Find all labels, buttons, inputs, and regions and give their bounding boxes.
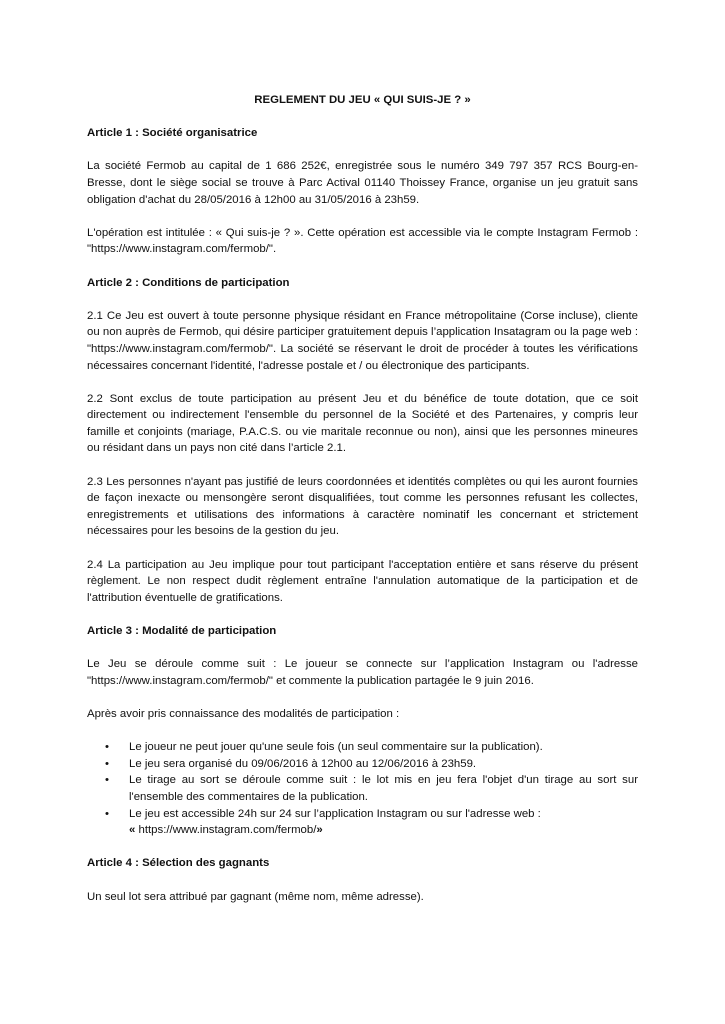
- article-2-3: 2.3 Les personnes n'ayant pas justifié de leurs coordonnées et identités complètes ou qui les auront fournies de façon inexacte ou mensongère seront disqualifiées, tout comme les personnes refusant les collectes, enregistrements et utilisations des informations à caractère nominatif les concernant et strictement nécessaires pour les besoins de la gestion du jeu.: [87, 475, 638, 538]
- bullet-icon: •: [105, 757, 109, 770]
- document-title: REGLEMENT DU JEU « QUI SUIS-JE ? »: [254, 94, 471, 106]
- bullet-icon: •: [105, 774, 109, 787]
- article-1-heading: Article 1 : Société organisatrice: [87, 127, 258, 140]
- instagram-url: https://www.instagram.com/fermob/: [135, 824, 317, 837]
- article-1-paragraph-1: La société Fermob au capital de 1 686 252€, enregistrée sous le numéro 349 797 357 RCS Bourg-en-Bresse, dont le siège social se trouve à Parc Actival 01140 Thoissey France, organise un jeu gratuit sans obligation d'achat du 28/05/2016 à 12h00 au 31/05/2016 à 23h59.: [87, 160, 638, 206]
- list-item: [105, 772, 638, 805]
- quote-close: »: [316, 824, 323, 837]
- list-item-text: Le jeu est accessible 24h sur 24 sur l’application Instagram ou sur l'adresse web :: [129, 807, 541, 820]
- list-item: [105, 739, 638, 756]
- article-3-paragraph-2: Après avoir pris connaissance des modalités de participation :: [87, 707, 400, 720]
- list-item: [105, 806, 638, 839]
- bullet-icon: •: [105, 807, 109, 820]
- article-3-paragraph-1: Le Jeu se déroule comme suit : Le joueur se connecte sur l’application Instagram ou l'adresse "https://www.instagram.com/fermob/" et commente la publication partagée le 9 juin 2016.: [87, 658, 638, 687]
- article-3-heading: Article 3 : Modalité de participation: [87, 625, 277, 637]
- article-2-1: 2.1 Ce Jeu est ouvert à toute personne physique résidant en France métropolitaine (Corse incluse), cliente ou non auprès de Fermob, qui désire participer gratuitement depuis l’application Insatagram ou la page web : "https://www.instagram.com/fermob/". La société se réservant le droit de procéder à toutes les vérifications nécessaires concernant l'identité, l'adresse postale et / ou électronique des participants.: [87, 309, 638, 372]
- document-page: [87, 92, 638, 922]
- list-item-text: Le joueur ne peut jouer qu'une seule fois (un seul commentaire sur la publication).: [129, 741, 543, 754]
- article-1-paragraph-2: L'opération est intitulée : « Qui suis-je ? ». Cette opération est accessible via le compte Instagram Fermob : "https://www.instagram.com/fermob/".: [87, 226, 638, 256]
- list-item: [105, 756, 638, 773]
- list-item-text: Le tirage au sort se déroule comme suit : le lot mis en jeu fera l'objet d'un tirage au sort sur l'ensemble des commentaires de la publication.: [129, 774, 638, 803]
- article-2-4: 2.4 La participation au Jeu implique pour tout participant l'acceptation entière et sans réserve du présent règlement. Le non respect dudit règlement entraîne l'annulation automatique de la participation et de l'attribution éventuelle de gratifications.: [87, 558, 638, 604]
- article-4-paragraph-1: Un seul lot sera attribué par gagnant (même nom, même adresse).: [87, 890, 424, 903]
- article-3-list: [87, 739, 638, 839]
- article-2-heading: Article 2 : Conditions de participation: [87, 276, 290, 289]
- article-4-heading: Article 4 : Sélection des gagnants: [87, 857, 270, 870]
- quote-open: «: [129, 824, 136, 837]
- article-2-2: 2.2 Sont exclus de toute participation au présent Jeu et du bénéfice de toute dotation, que ce soit directement ou indirectement l'ensemble du personnel de la Société et des Partenaires, y compris leur famille et conjoints (mariage, P.A.C.S. ou vie maritale reconnue ou non), ainsi que les personnes mineures ou résidant dans un pays non cité dans l’article 2.1.: [87, 392, 638, 455]
- list-item-text: Le jeu sera organisé du 09/06/2016 à 12h00 au 12/06/2016 à 23h59.: [129, 757, 477, 770]
- bullet-icon: •: [105, 741, 109, 754]
